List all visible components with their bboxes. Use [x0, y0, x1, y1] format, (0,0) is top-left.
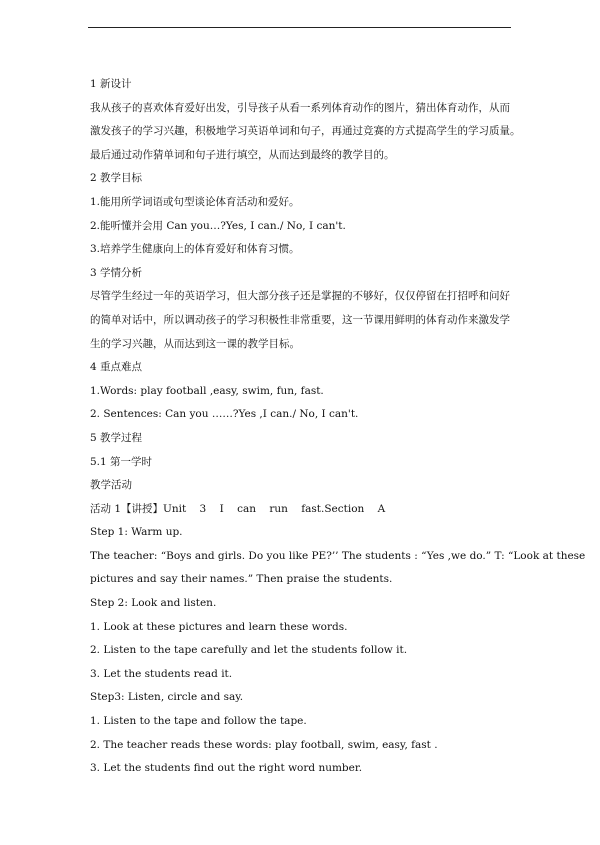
paragraph-line: 最后通过动作猜单词和句子进行填空，从而达到最终的教学目的。 — [90, 148, 395, 161]
list-item: 2. Sentences: Can you ……?Yes ,I can./ No, I can't. — [90, 408, 359, 421]
list-item: 1. Listen to the tape and follow the tape. — [90, 715, 307, 728]
section-heading-key-points: 4 重点难点 — [90, 361, 143, 374]
paragraph-line: 激发孩子的学习兴趣，积极地学习英语单词和句子，再通过竞赛的方式提高学生的学习质量。 — [90, 125, 521, 138]
section-heading-design: 1 新设计 — [90, 78, 132, 90]
document-body — [90, 73, 586, 781]
list-item: 1.能用所学词语或句型谈论体育活动和爱好。 — [90, 195, 300, 208]
subsection-heading: 5.1 第一学时 — [90, 455, 153, 468]
list-item: 1.Words: play football ,easy, swim, fun, fast. — [90, 384, 324, 397]
paragraph-line: The teacher: “Boys and girls. Do you like PE?’’ The students : “Yes ,we do.” T: “Look at these — [90, 549, 586, 562]
paragraph-line: 尽管学生经过一年的英语学习，但大部分孩子还是掌握的不够好，仅仅停留在打招呼和问好 — [90, 290, 510, 303]
paragraph-line: 生的学习兴趣，从而达到这一课的教学目标。 — [90, 337, 300, 350]
step-heading: Step 1: Warm up. — [90, 526, 183, 539]
step-heading: Step 2: Look and listen. — [90, 597, 217, 610]
subsection-heading: 教学活动 — [90, 479, 132, 492]
section-heading-goals: 2 教学目标 — [90, 172, 143, 185]
paragraph-line: 的简单对话中，所以调动孩子的学习积极性非常重要，这一节课用鲜明的体育动作来激发学 — [90, 313, 510, 326]
list-item: 3.培养学生健康向上的体育爱好和体育习惯。 — [90, 243, 300, 256]
list-item: 2. Listen to the tape carefully and let the students follow it. — [90, 644, 408, 657]
paragraph-line: 我从孩子的喜欢体育爱好出发，引导孩子从看一系列体育动作的图片，猜出体育动作，从而 — [90, 101, 510, 114]
paragraph-line: pictures and say their names.” Then praise the students. — [90, 573, 393, 586]
list-item: 2. The teacher reads these words: play football, swim, easy, fast . — [90, 738, 438, 751]
step-heading: Step3: Listen, circle and say. — [90, 691, 244, 704]
list-item: 3. Let the students find out the right word number. — [90, 762, 363, 775]
list-item: 2.能听懂并会用 Can you…?Yes, I can./ No, I can't. — [90, 219, 346, 232]
list-item: 1. Look at these pictures and learn these words. — [90, 620, 348, 633]
header-rule — [88, 27, 511, 28]
list-item: 3. Let the students read it. — [90, 667, 233, 680]
activity-title: 活动 1【讲授】Unit 3 I can run fast.Section A — [90, 502, 386, 515]
section-heading-analysis: 3 学情分析 — [90, 266, 143, 279]
section-heading-process: 5 教学过程 — [90, 431, 143, 444]
